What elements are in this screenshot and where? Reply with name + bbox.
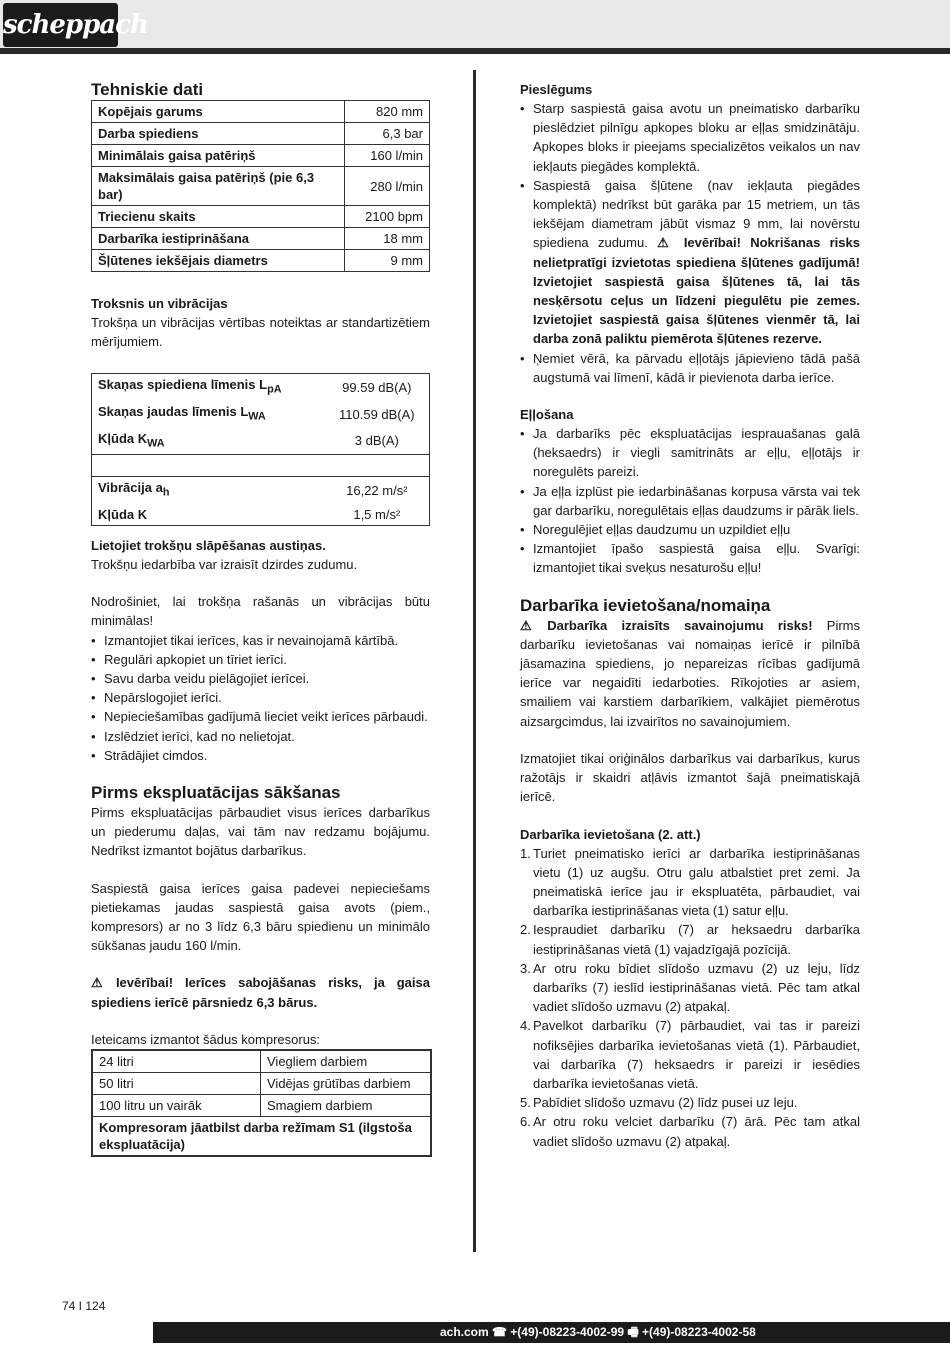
list-item: • Savu darba veidu pielāgojiet ierīcei.	[91, 669, 430, 688]
list-item: • Noregulējiet eļļas daudzumu un uzpildiet eļļu	[520, 520, 860, 539]
list-item: • Nepārslogojiet ierīci.	[91, 688, 430, 707]
list-item: • Ja darbarīks pēc ekspluatācijas iesprauašanas galā (heksaedrs) ir viegli samitrināts ar eļļu, eļļotājs ir noregulēts pareizi.	[520, 424, 860, 482]
list-item: 1. Turiet pneimatisko ierīci ar darbarīka iestiprināšanas vietu (1) uz augšu. Otru galu atbalstiet pret zemi. Ja pneimatiskā ierīce jau ir ekspluatēta, pārbaudiet, vai darbarīka iestiprināšanas vieta (1) satur eļļu.	[520, 845, 860, 919]
list-item: • Starp saspiestā gaisa avotu un pneimatisko darbarīku pieslēdziet pilnīgu apkopes bloku ar eļļas smidzinātāju. Apkopes bloks ir pieejams specializētos veikalos un nav iekļauts piegādes komplektā.	[520, 99, 860, 176]
brand-logo	[3, 3, 148, 47]
list-item: • Nepieciešamības gadījumā lieciet veikt ierīces pārbaudi.	[91, 707, 430, 726]
page-header	[0, 0, 950, 50]
table-row: Maksimālais gaisa patēriņš (pie 6,3 bar) 280 l/min	[92, 167, 430, 206]
list-item: 5. Pabīdiet slīdošo uzmavu (2) līdz pusei uz leju.	[520, 1095, 798, 1111]
start-paragraph-1: Pirms ekspluatācijas pārbaudiet visus ierīces darbarīkus un piederumu daļas, vai tām nav redzamu bojājumu. Nedrīkst izmantot bojātus darbarīkus.	[91, 805, 430, 859]
tech-table	[91, 100, 430, 272]
noise-title: Troksnis un vibrācijas	[91, 296, 228, 311]
noise-table	[91, 373, 430, 525]
column-divider	[473, 70, 476, 1252]
ear-protection-text: Trokšņu iedarbība var izraisīt dzirdes zudumu.	[91, 556, 358, 572]
list-item: 4. Pavelkot darbarīku (7) pārbaudiet, vai tas ir pareizi nofiksējies darbarīka ievietošanas vietā (1). Pārbaudiet, vai darbarīka (7) heksaedrs ir pareizi ir iesēdies darbarīka ievietošanas vietā.	[520, 1018, 860, 1091]
list-item: • Strādājiet cimdos.	[91, 746, 430, 765]
oil-title: Eļļošana	[520, 407, 574, 423]
table-row	[92, 455, 430, 477]
start-paragraph-2: Saspiestā gaisa ierīces gaisa padevei nepieciešams pietiekamas jaudas saspiestā gaisa avots (piem., kompresors) ar no 3 līdz 6,3 bāru spiedienu un minimālo sūkšanas jaudu 160 l/min.	[91, 880, 430, 954]
insert-steps	[520, 844, 860, 1151]
left-column	[91, 80, 430, 1157]
start-title: Pirms ekspluatācijas sākšanas	[91, 783, 341, 803]
tech-title: Tehniskie dati	[91, 80, 204, 99]
compressor-intro: Ieteicams izmantot šādus kompresorus:	[91, 1031, 321, 1047]
tool-paragraph-2: Izmatojiet tikai oriģinālos darbarīkus vai darbarīkus, kurus ražotājs ir skaidri atļāvis izmantot šajā pneimatiskajā ierīcē.	[520, 750, 860, 805]
list-item: • Ņemiet vērā, ka pārvadu eļļotājs jāpievieno tādā pašā augstumā vai līmenī, kādā ir pievienota darba ierīce.	[520, 349, 860, 387]
list-item: 2. Iespraudiet darbarīku (7) ar heksaedru darbarīka iestiprināšanas vietā (1) vajadzīgajā pozīcijā.	[520, 922, 860, 957]
table-row: Darba spiediens 6,3 bar	[92, 123, 430, 145]
list-item: • Izslēdziet ierīci, kad no nelietojat.	[91, 727, 430, 746]
noise-text: Trokšņa un vibrācijas vērtības noteiktas ar standartizētiem mērījumiem.	[91, 315, 430, 350]
table-row: Skaņas spiediena līmenis $L_{pA}$ 99.59 dB(A)	[98, 377, 412, 396]
warning-icon: ⚠	[657, 235, 675, 251]
table-row: Kopējais garums 820 mm	[92, 101, 430, 123]
table-row: Kļūda K 1,5 m/s²	[98, 506, 401, 522]
list-item: • Regulāri apkopiet un tīriet ierīci.	[91, 650, 430, 669]
connection-title: Pieslēgums	[520, 82, 593, 97]
list-item: • Izmantojiet īpašo saspiestā gaisa eļļu. Svarīgi: izmantojiet tikai sveķus nesaturošu eļļu!	[520, 539, 860, 577]
table-row: Vibrācija $a_h$ 16,22 m/s²	[92, 477, 430, 504]
table-row: 24 litri Viegliem darbiem	[92, 1050, 431, 1073]
tool-warning: ⚠ Darbarīka izraisīts savainojumu risks! Pirms darbarīku ievietošanas vai nomaiņas ierīcē ir pilnībā jāsamazina spiediens, jo nepareizas rīcības gadījumā ierīce var negaidīti iedarboties. Rīkojoties ar asiem, smailiem vai karstiem darbarīkiem, valkājiet piemērotus aizsargcimdus, lai izvairītos no savainojumiem.	[520, 617, 860, 729]
ear-protection-bold: Lietojiet trokšņu slāpēšanas austiņas.	[91, 537, 326, 553]
minimize-text: Nodrošiniet, lai trokšņa rašanās un vibrācijas būtu minimālas!	[91, 594, 430, 629]
table-row: Darbarīka iestiprināšana 18 mm	[92, 228, 430, 250]
list-item: • Izmantojiet tikai ierīces, kas ir nevainojamā kārtībā.	[91, 631, 430, 650]
list-item: • Ja eļļa izplūst pie iedarbināšanas korpusa vārsta vai tek gar darbarīku, noregulētais eļļas daudzums ir pārāk liels.	[520, 482, 860, 520]
footer-gap	[0, 1322, 153, 1343]
table-row: Šļūtenes iekšējais diametrs 9 mm	[92, 250, 430, 272]
table-row: Kompresoram jāatbilst darba režīmam S1 (ilgstoša ekspluatācija)	[92, 1117, 431, 1157]
warning-icon: ⚠	[520, 617, 532, 633]
warning-icon: ⚠	[91, 975, 103, 991]
insert-title: Darbarīka ievietošana (2. att.)	[520, 826, 701, 842]
list-item: • Saspiestā gaisa šļūtene (nav iekļauta piegādes komplektā) nedrīkst būt garāka par 15 metriem, un tās iekšējam diametram jābūt vismaz 9 mm, lai novērstu spiediena zudumu. ⚠ Ievērībai! Nokrišanas risks nelietpratīgi izvietotas spiediena šļūtenes gadījumā! Izvietojiet saspiestā gaisa šļūtenes tā, lai tās nesķērsotu ceļus un līdzeni piegulētu pie zemes. Izvietojiet saspiestā gaisa šļūtenes vienmēr tā, lai darba zonā paliktu piemērota šļūtenes rezerve.	[520, 176, 860, 349]
start-warning: ⚠ Ievērībai! Ierīces sabojāšanas risks, ja gaisa spiediens ierīcē pārsniedz 6,3 bārus.	[91, 975, 430, 1010]
table-row: Minimālais gaisa patēriņš 160 l/min	[92, 145, 430, 167]
oil-list	[520, 424, 860, 578]
list-item: 3. Ar otru roku bīdiet slīdošo uzmavu (2) uz leju, līdz darbarīks (7) ieslīd iestiprināšanas vietā. Pēc tam atkal vadiet slīdošo uzmavu (2) atpakaļ.	[520, 960, 860, 1015]
page-number: 74 I 124	[62, 1299, 106, 1313]
table-row: Kļūda $K_{WA}$ 3 dB(A)	[98, 430, 399, 450]
connection-list	[520, 99, 860, 387]
table-row: Skaņas jaudas līmenis $L_{WA}$ 110.59 dB(A)	[98, 404, 415, 423]
footer-contact: ach.com ☎ +(49)-08223-4002-99 🖷 +(49)-08223-4002-58	[440, 1325, 756, 1339]
table-row: 50 litri Vidējas grūtības darbiem	[92, 1073, 431, 1095]
brand-name: scheppach	[3, 10, 148, 40]
table-row: Triecienu skaits 2100 bpm	[92, 206, 430, 228]
header-rule	[0, 48, 950, 54]
compressor-table	[91, 1049, 432, 1157]
footer-bar	[0, 1322, 950, 1343]
table-row: 100 litru un vairāk Smagiem darbiem	[92, 1095, 431, 1117]
list-item: 6. Ar otru roku velciet darbarīku (7) ārā. Pēc tam atkal vadiet slīdošo uzmavu (2) atpakaļ.	[520, 1114, 860, 1149]
minimize-list	[91, 631, 430, 765]
right-column	[520, 80, 860, 1151]
tool-title: Darbarīka ievietošana/nomaiņa	[520, 595, 771, 615]
